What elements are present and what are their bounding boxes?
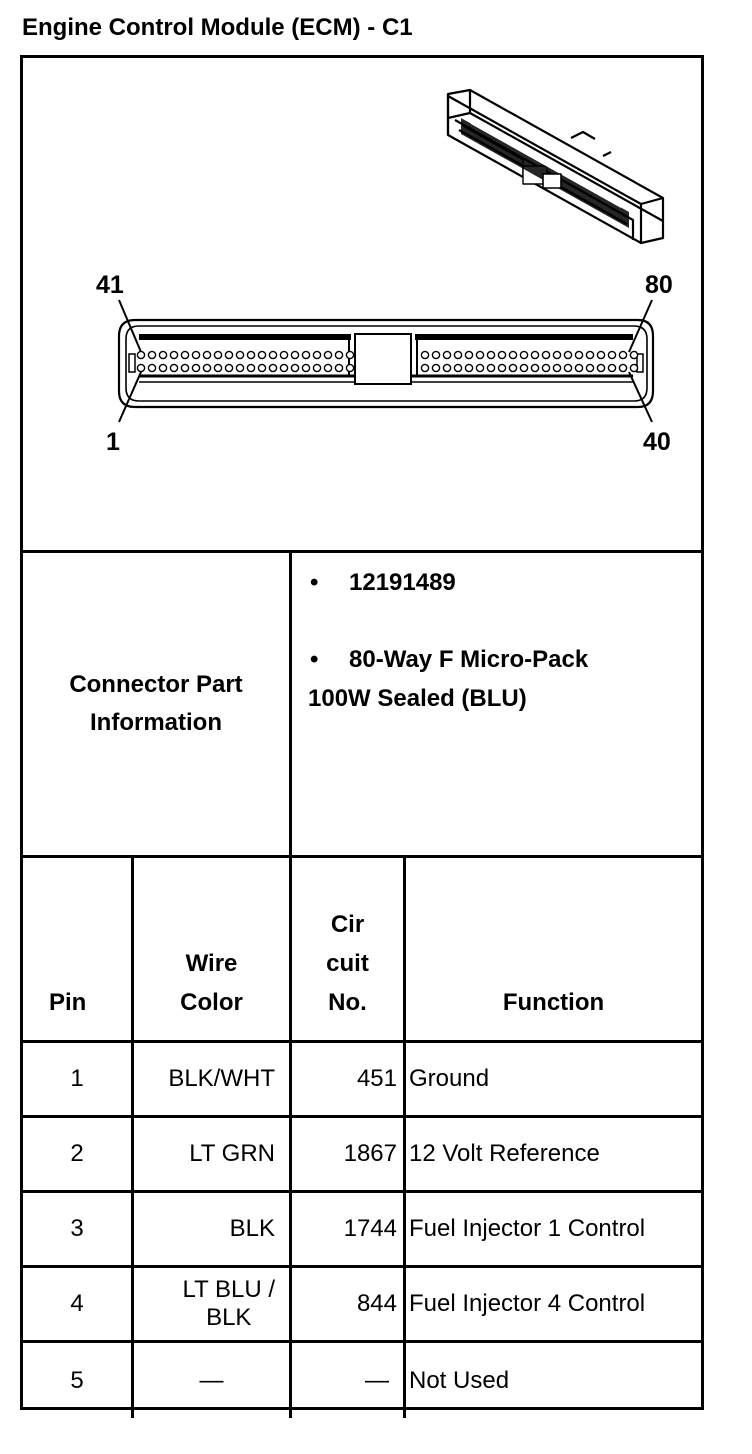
connector-sheet <box>20 55 704 1410</box>
pin-cavity <box>269 364 276 371</box>
header-circuit-line3: No. <box>328 989 367 1016</box>
pin-cavity <box>509 351 516 358</box>
pin-cell: 5 <box>23 1343 134 1418</box>
wire-color-line2: BLK <box>206 1304 252 1331</box>
pin-cavity <box>531 351 538 358</box>
header-circuit-line2: cuit <box>326 950 369 977</box>
pin-cavity <box>192 351 199 358</box>
pin-label-1: 1 <box>106 428 120 456</box>
pin-cavity <box>597 364 604 371</box>
pin-cavity <box>302 364 309 371</box>
pin-cavity <box>291 351 298 358</box>
pin-cavity <box>630 364 637 371</box>
part-description-line2: 100W Sealed (BLU) <box>308 685 527 712</box>
pin-cavity <box>247 364 254 371</box>
circuit-cell: — <box>292 1343 406 1418</box>
pin-cavity <box>137 364 144 371</box>
header-function <box>406 858 701 1040</box>
function-cell: 12 Volt Reference <box>409 1140 600 1167</box>
pin-cavity <box>498 351 505 358</box>
pin-cavity <box>159 351 166 358</box>
connector-3d-illustration <box>448 90 663 243</box>
pin-cavity <box>269 351 276 358</box>
pin-cavity <box>509 364 516 371</box>
connector-part-info-row <box>23 553 701 858</box>
pin-cavity <box>170 364 177 371</box>
pin-cavity <box>236 351 243 358</box>
pin-cavity <box>421 364 428 371</box>
part-description-line1: 80-Way F Micro-Pack <box>349 646 589 673</box>
pin-cavity <box>531 364 538 371</box>
header-wire-line1: Wire <box>185 950 238 977</box>
bullet-icon: • <box>310 569 319 596</box>
pin-cavity <box>313 351 320 358</box>
pin-cavity <box>258 364 265 371</box>
pin-cavity <box>346 351 353 358</box>
pin-cavity <box>443 351 450 358</box>
connector-diagram <box>23 58 701 553</box>
pin-cavity <box>498 364 505 371</box>
wire-color-cell: — <box>134 1343 292 1418</box>
pin-cavity <box>302 351 309 358</box>
pin-cavity <box>192 364 199 371</box>
part-number: 12191489 <box>349 569 456 596</box>
table-row <box>23 1193 701 1268</box>
pin-cavity <box>225 351 232 358</box>
pin-label-40: 40 <box>643 428 671 456</box>
pin-label-80: 80 <box>645 271 673 299</box>
wire-color-line1: LT BLU / <box>182 1276 275 1303</box>
pin-cell: 3 <box>23 1193 134 1265</box>
header-circuit-no <box>292 858 406 1040</box>
pin-cavity <box>608 351 615 358</box>
function-cell: Fuel Injector 1 Control <box>409 1215 646 1242</box>
pin-cavity <box>564 351 571 358</box>
pin-cavity <box>575 364 582 371</box>
pin-cavity <box>476 351 483 358</box>
circuit-cell: 844 <box>292 1268 406 1340</box>
pin-cavity <box>181 351 188 358</box>
circuit-cell: 1744 <box>292 1193 406 1265</box>
pin-cavity <box>575 351 582 358</box>
pin-cavity <box>181 364 188 371</box>
bullet-icon: • <box>310 646 319 673</box>
table-header-row <box>23 858 701 1043</box>
pin-cavity <box>432 364 439 371</box>
pin-cavity <box>619 364 626 371</box>
pin-cavity <box>542 364 549 371</box>
function-cell: Ground <box>409 1065 490 1092</box>
pin-cavity <box>148 351 155 358</box>
pin-cavity <box>159 364 166 371</box>
wire-color-cell <box>134 1268 292 1340</box>
header-pin <box>23 858 134 1040</box>
page-title: Engine Control Module (ECM) - C1 <box>22 14 413 41</box>
pin-label-41: 41 <box>96 271 124 299</box>
pin-cavity <box>520 364 527 371</box>
pin-cavity <box>608 364 615 371</box>
pin-cavity <box>346 364 353 371</box>
header-pin-text: Pin <box>49 989 87 1016</box>
pin-cavity <box>313 364 320 371</box>
pin-cavity <box>630 351 637 358</box>
pin-cavity <box>465 364 472 371</box>
pin-cavity <box>335 351 342 358</box>
pin-cavity <box>225 364 232 371</box>
pin-cavity <box>586 351 593 358</box>
pin-cavity <box>203 364 210 371</box>
pin-cavity <box>553 364 560 371</box>
pin-cavity <box>432 351 439 358</box>
function-cell: Fuel Injector 4 Control <box>409 1290 646 1317</box>
header-function-text: Function <box>502 989 605 1016</box>
pin-cavity <box>203 351 210 358</box>
pin-cell: 1 <box>23 1043 134 1115</box>
connector-part-details <box>292 553 701 855</box>
header-wire-color-text <box>180 944 243 1022</box>
pin-cavity <box>247 351 254 358</box>
pin-cavity <box>137 351 144 358</box>
pin-cavity <box>214 351 221 358</box>
wire-color-two-line <box>183 1276 275 1332</box>
pin-cavity <box>170 351 177 358</box>
pin-cavity <box>148 364 155 371</box>
function-cell: Not Used <box>409 1366 510 1394</box>
part-label-line1: Connector Part <box>69 671 243 698</box>
pin-cavity <box>280 364 287 371</box>
pin-cavity <box>258 351 265 358</box>
wire-color-cell: LT GRN <box>134 1118 292 1190</box>
table-row <box>23 1343 701 1418</box>
wire-color-cell: BLK/WHT <box>134 1043 292 1115</box>
connector-face <box>119 300 653 422</box>
header-circuit-line1: Cir <box>330 911 365 938</box>
pin-cavity <box>324 364 331 371</box>
pin-cavity <box>335 364 342 371</box>
pin-cavity <box>520 351 527 358</box>
pin-cavity <box>421 351 428 358</box>
pin-cavity <box>465 351 472 358</box>
pin-cavity <box>564 364 571 371</box>
pin-cavity <box>443 364 450 371</box>
pin-cavity <box>454 364 461 371</box>
pin-cavity <box>214 364 221 371</box>
pin-cavity <box>553 351 560 358</box>
pin-table <box>23 858 701 1418</box>
pin-cell: 4 <box>23 1268 134 1340</box>
pin-cavity <box>280 351 287 358</box>
pin-cavity <box>291 364 298 371</box>
pin-cavity <box>476 364 483 371</box>
table-row <box>23 1268 701 1343</box>
pin-cell: 2 <box>23 1118 134 1190</box>
connector-part-label <box>23 553 292 855</box>
pin-cavity <box>487 364 494 371</box>
header-circuit-text <box>326 905 369 1022</box>
pin-cavity <box>487 351 494 358</box>
connector-drawing <box>23 58 701 550</box>
table-row <box>23 1118 701 1193</box>
pin-cavity <box>324 351 331 358</box>
circuit-cell: 451 <box>292 1043 406 1115</box>
pin-cavity <box>586 364 593 371</box>
header-wire-line2: Color <box>180 989 243 1016</box>
pin-cavity <box>619 351 626 358</box>
part-label-line2: Information <box>90 709 222 736</box>
header-wire-color <box>134 858 292 1040</box>
pin-cavity <box>597 351 604 358</box>
circuit-cell: 1867 <box>292 1118 406 1190</box>
wire-color-cell: BLK <box>134 1193 292 1265</box>
pin-cavity <box>542 351 549 358</box>
table-row <box>23 1043 701 1118</box>
pin-cavity <box>236 364 243 371</box>
pin-cavity <box>454 351 461 358</box>
